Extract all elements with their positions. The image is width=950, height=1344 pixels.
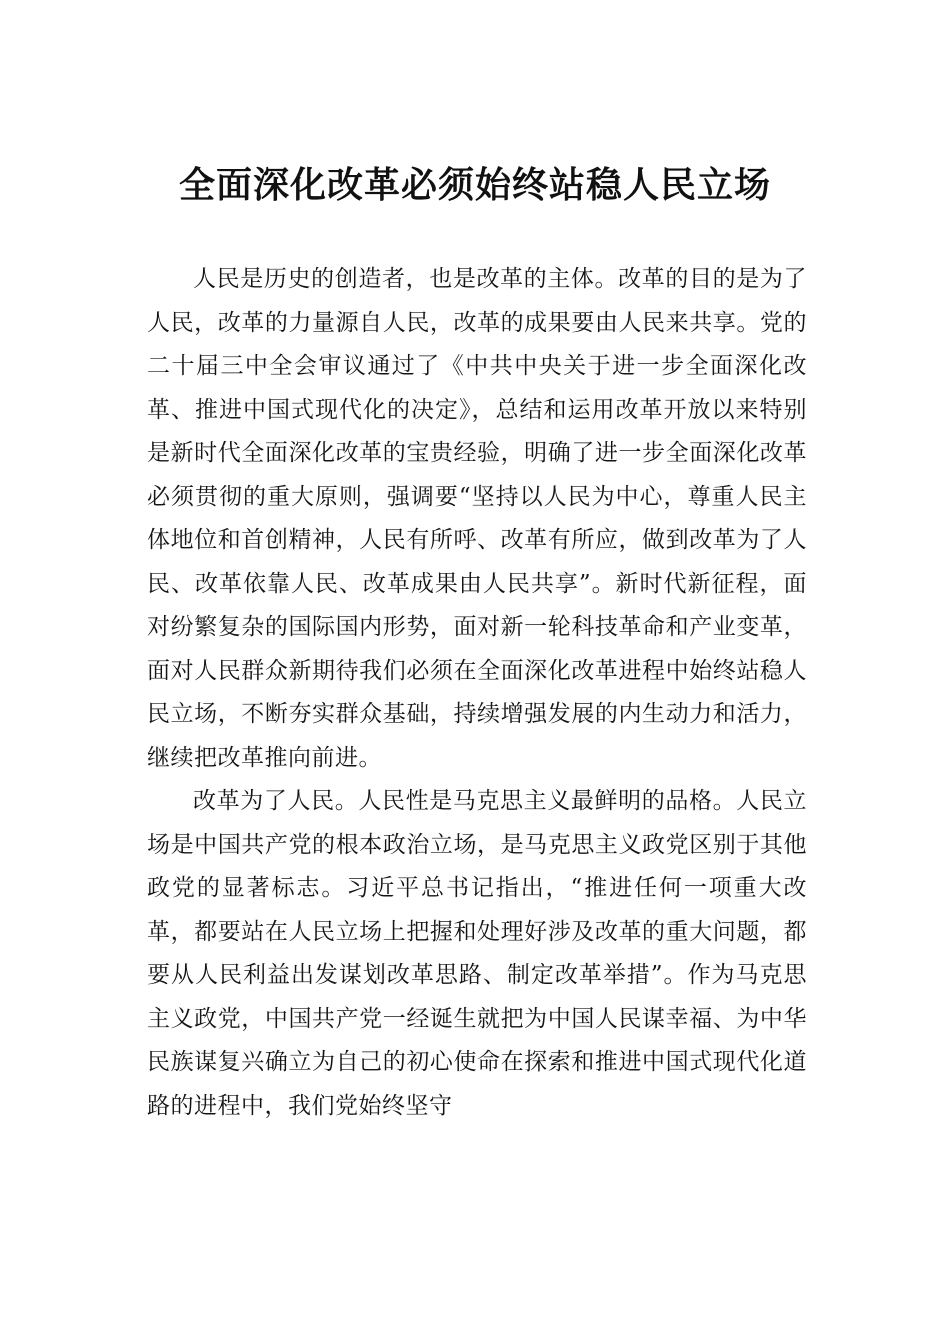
paragraph-1: 人民是历史的创造者，也是改革的主体。改革的目的是为了人民，改革的力量源自人民，改革的成果要由人民来共享。党的二十届三中全会审议通过了《中共中央关于进一步全面深化改革、推进中国式现代化的决定》，总结和运用改革开放以来特别是新时代全面深化改革的宝贵经验，明确了进一步全面深化改革必须贯彻的重大原则，强调要“坚持以人民为中心，尊重人民主体地位和首创精神，人民有所呼、改革有所应，做到改革为了人民、改革依靠人民、改革成果由人民共享”。新时代新征程，面对纷繁复杂的国际国内形势，面对新一轮科技革命和产业变革，面对人民群众新期待我们必须在全面深化改革进程中始终站稳人民立场，不断夯实群众基础，持续增强发展的内生动力和活力，继续把改革推向前进。 [147,266,807,771]
paragraph-2: 改革为了人民。人民性是马克思主义最鲜明的品格。人民立场是中国共产党的根本政治立场，是马克思主义政党区别于其他政党的显著标志。习近平总书记指出，“推进任何一项重大改革，都要站在人民立场上把握和处理好涉及改革的重大问题，都要从人民利益出发谋划改革思路、制定改革举措”。作为马克思主义政党，中国共产党一经诞生就把为中国人民谋幸福、为中华民族谋复兴确立为自己的初心使命在探索和推进中国式现代化道路的进程中，我们党始终坚守 [147,788,807,1119]
document-body [147,258,807,1128]
document-title: 全面深化改革必须始终站稳人民立场 [178,164,771,206]
